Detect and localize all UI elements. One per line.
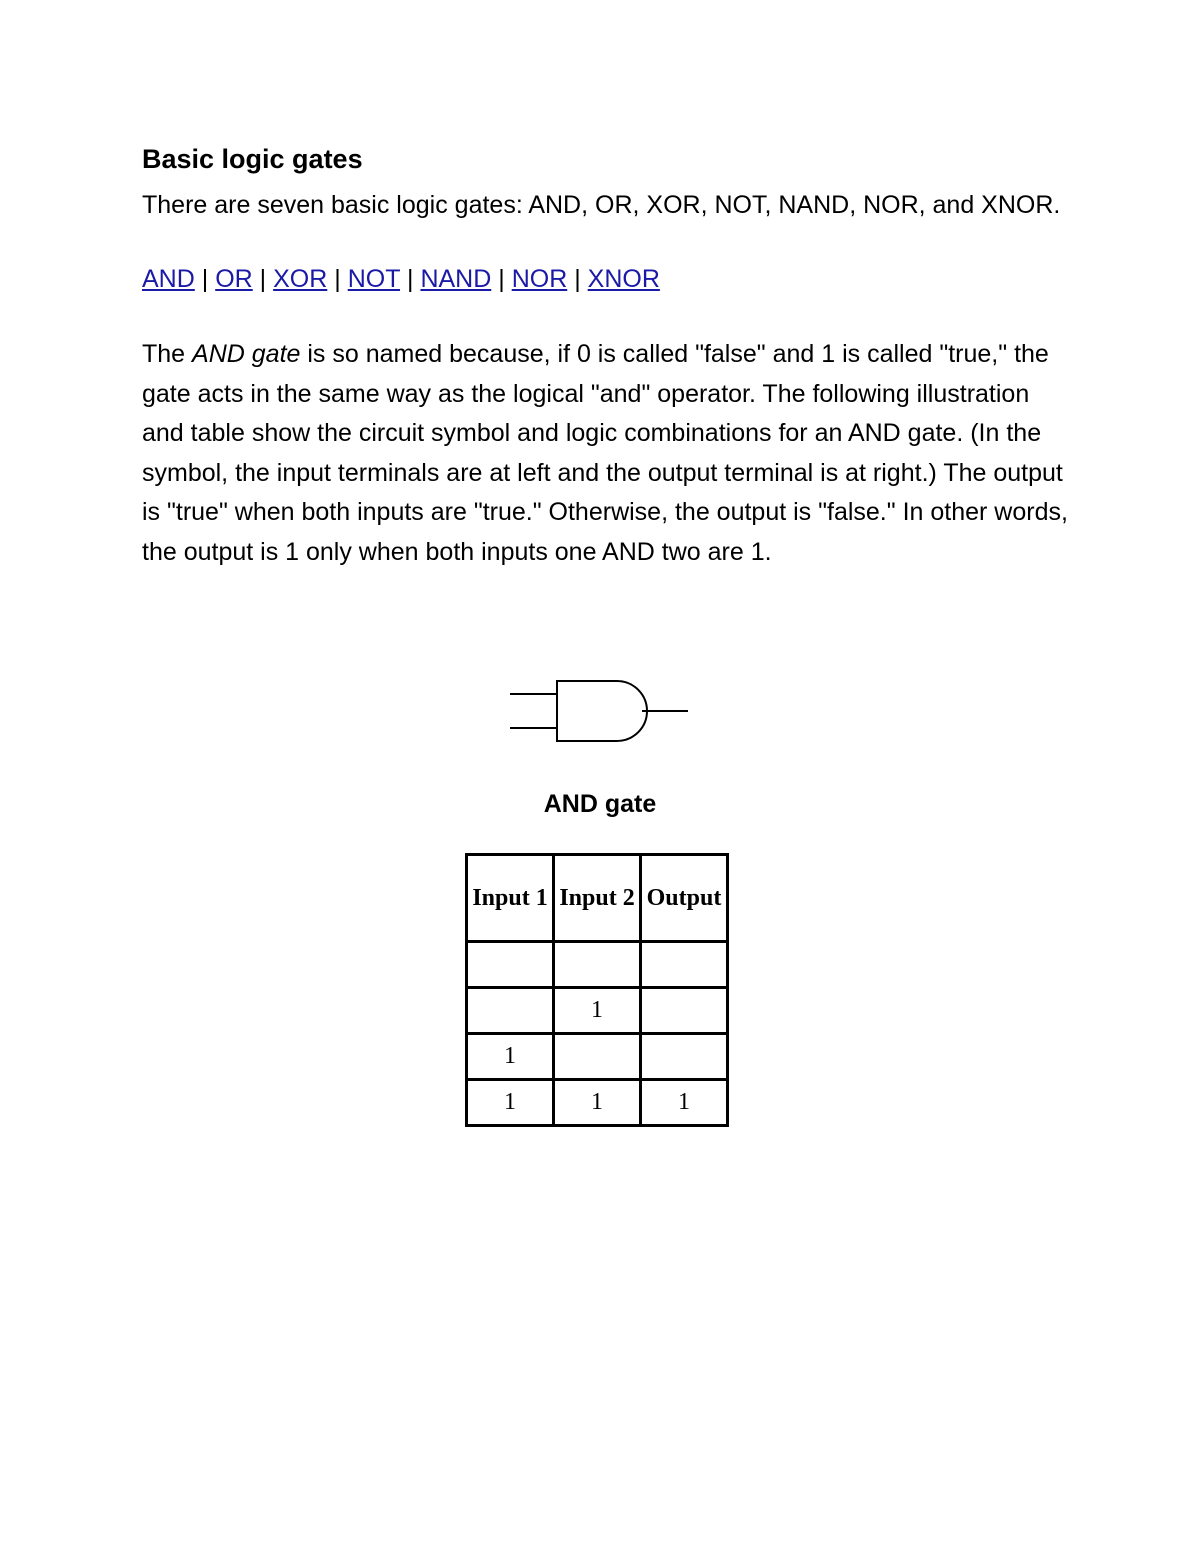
nav-link-nor[interactable]: NOR (511, 264, 568, 293)
nav-separator: | (201, 264, 209, 293)
header-output: Output (641, 855, 728, 942)
table-cell (641, 942, 728, 988)
table-cell: 1 (554, 1080, 641, 1126)
nav-link-xnor[interactable]: XNOR (587, 264, 660, 293)
table-cell: 1 (641, 1080, 728, 1126)
table-cell (641, 988, 728, 1034)
figure-caption: AND gate (543, 790, 657, 818)
nav-link-xor[interactable]: XOR (273, 264, 328, 293)
gate-body (557, 681, 647, 741)
nav-link-and[interactable]: AND (142, 264, 195, 293)
table-cell (467, 942, 554, 988)
nav-link-nand[interactable]: NAND (420, 264, 492, 293)
header-input-2: Input 2 (554, 855, 641, 942)
table-cell: 1 (467, 1080, 554, 1126)
description-prefix: The (142, 340, 193, 368)
table-cell (554, 1034, 641, 1080)
description-paragraph (142, 335, 1072, 572)
description-emphasis: AND gate (192, 340, 301, 368)
truth-table (465, 853, 729, 1127)
table-row (467, 942, 728, 988)
nav-separator: | (334, 264, 341, 293)
table-header-row (467, 855, 728, 942)
intro-paragraph: There are seven basic logic gates: AND, OR, XOR, NOT, NAND, NOR, and XNOR. (142, 191, 1061, 219)
and-gate-symbol-icon (508, 676, 692, 746)
nav-link-or[interactable]: OR (215, 264, 253, 293)
table-row (467, 1080, 728, 1126)
table-cell (641, 1034, 728, 1080)
gate-nav (142, 260, 1072, 300)
header-input-1: Input 1 (467, 855, 554, 942)
table-cell (467, 988, 554, 1034)
nav-link-not[interactable]: NOT (347, 264, 401, 293)
table-row (467, 988, 728, 1034)
document-body (142, 138, 1072, 572)
nav-separator: | (498, 264, 505, 293)
nav-separator: | (259, 264, 267, 293)
nav-separator: | (406, 264, 414, 293)
table-cell: 1 (467, 1034, 554, 1080)
table-cell: 1 (554, 988, 641, 1034)
table-row (467, 1034, 728, 1080)
page-title: Basic logic gates (142, 144, 363, 174)
description-body: is so named because, if 0 is called "false" and 1 is called "true," the gate acts in the same way as the logical "and" operator. The following illustration and table show the circuit symbol and logic combinations for an AND gate. (In the symbol, the input terminals are at left and the output terminal is at right.) The output is "true" when both inputs are "true." Otherwise, the output is "false." In other words, the output is 1 only when both inputs one AND two are 1. (142, 340, 1068, 566)
table-cell (554, 942, 641, 988)
nav-separator: | (574, 264, 581, 293)
